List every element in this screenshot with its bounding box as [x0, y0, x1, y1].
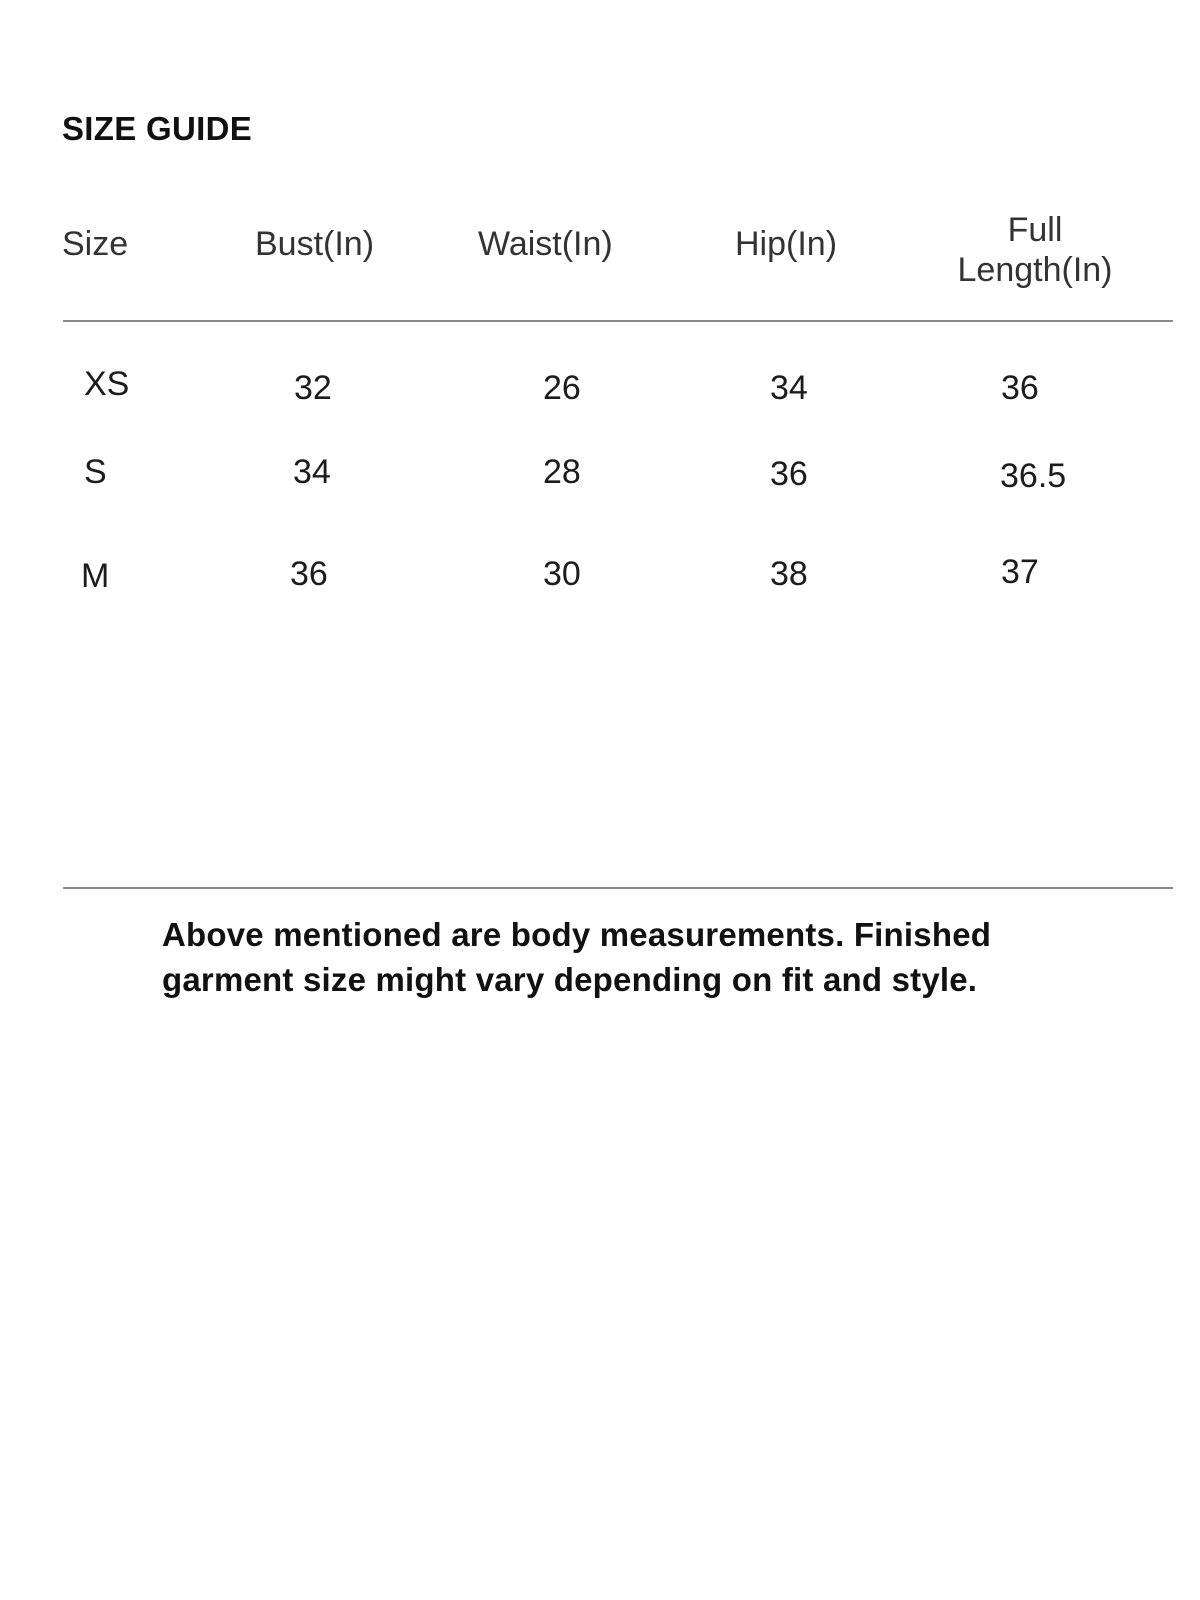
- header-full-length: [935, 210, 1135, 290]
- measurement-note: Above mentioned are body measurements. Finished garment size might vary depending on fit and style.: [162, 916, 992, 998]
- header-full-length-line1: Full: [1007, 211, 1063, 249]
- cell-full-length: 36: [1001, 369, 1039, 407]
- cell-hip: 38: [770, 555, 808, 593]
- header-hip: Hip(In): [735, 225, 838, 263]
- cell-size: XS: [84, 365, 130, 403]
- cell-waist: 26: [543, 369, 581, 407]
- cell-full-length: 36.5: [1000, 457, 1067, 495]
- header-waist: Waist(In): [478, 225, 613, 263]
- page-title: SIZE GUIDE: [62, 110, 253, 147]
- cell-bust: 36: [290, 555, 328, 593]
- footer-divider: [63, 887, 1173, 889]
- cell-size: S: [84, 453, 107, 491]
- cell-hip: 36: [770, 455, 808, 493]
- cell-hip: 34: [770, 369, 808, 407]
- cell-bust: 34: [293, 453, 331, 491]
- header-divider: [63, 320, 1173, 322]
- cell-size: M: [81, 557, 110, 595]
- cell-full-length: 37: [1001, 553, 1039, 591]
- cell-bust: 32: [294, 369, 332, 407]
- cell-waist: 28: [543, 453, 581, 491]
- header-size: Size: [62, 225, 129, 263]
- cell-waist: 30: [543, 555, 581, 593]
- header-bust: Bust(In): [255, 225, 375, 263]
- header-full-length-line2: Length(In): [957, 251, 1113, 289]
